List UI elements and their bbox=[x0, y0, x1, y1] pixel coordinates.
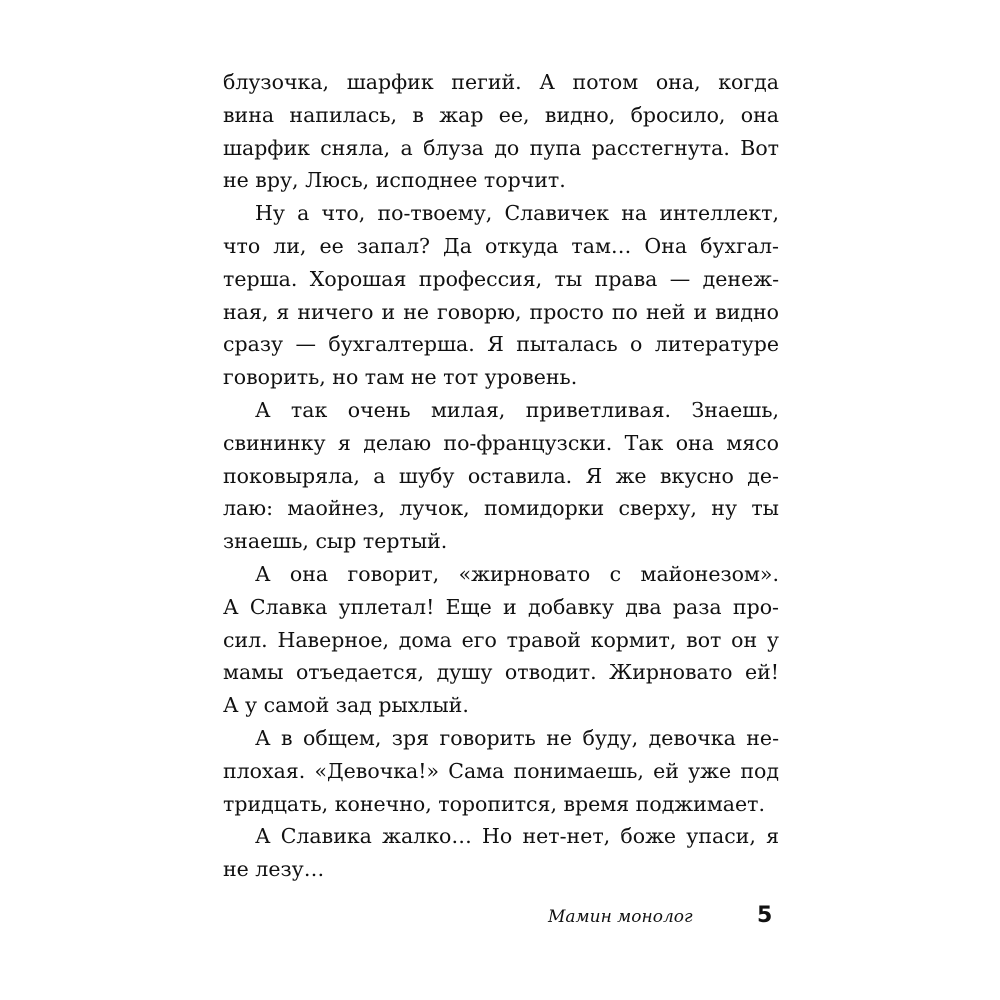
text-line: А Славка уплетал! Еще и добавку два раза про- bbox=[223, 594, 779, 619]
page-number: 5 bbox=[757, 903, 773, 928]
text-line: не вру, Люсь, исподнее торчит. bbox=[223, 168, 566, 193]
text-line: Ну а что, по-твоему, Славичек на интеллект, bbox=[255, 201, 779, 226]
text-line: шарфик сняла, а блуза до пупа расстегнута. Вот bbox=[223, 135, 779, 160]
text-line: плохая. «Девочка!» Сама понимаешь, ей уже под bbox=[223, 758, 779, 783]
text-line: тридцать, конечно, торопится, время поджимает. bbox=[223, 791, 765, 816]
text-line: свининку я делаю по-французски. Так она мясо bbox=[223, 430, 779, 455]
text-line: сразу — бухгалтерша. Я пыталась о литературе bbox=[223, 332, 779, 357]
text-line: знаешь, сыр тертый. bbox=[223, 529, 448, 554]
body-text bbox=[223, 66, 779, 886]
text-line: мамы отъедается, душу отводит. Жирновато ей! bbox=[223, 660, 779, 685]
text-line: лаю: маойнез, лучок, помидорки сверху, ну ты bbox=[223, 496, 779, 521]
text-line: А в общем, зря говорить не буду, девочка не- bbox=[255, 725, 779, 750]
text-line: что ли, ее запал? Да откуда там… Она бухгал- bbox=[223, 233, 779, 258]
text-line: А она говорит, «жирновато с майонезом». bbox=[255, 561, 779, 586]
text-line: блузочка, шарфик пегий. А потом она, когда bbox=[223, 70, 779, 94]
text-line: терша. Хорошая профессия, ты права — денеж- bbox=[223, 266, 779, 291]
text-line: ная, я ничего и не говорю, просто по ней и видно bbox=[223, 299, 779, 324]
text-line: сил. Наверное, дома его травой кормит, вот он у bbox=[223, 627, 779, 652]
text-line: говорить, но там не тот уровень. bbox=[223, 365, 578, 390]
text-line: А у самой зад рыхлый. bbox=[223, 693, 469, 718]
text-line: А Славика жалко… Но нет-нет, боже упаси, я bbox=[255, 824, 779, 849]
text-line: А так очень милая, приветливая. Знаешь, bbox=[255, 397, 779, 422]
text-line: не лезу… bbox=[223, 857, 325, 882]
running-footer-title: Мамин монолог bbox=[548, 907, 693, 927]
text-line: вина напилась, в жар ее, видно, бросило, она bbox=[223, 102, 779, 127]
text-line: поковыряла, а шубу оставила. Я же вкусно де- bbox=[223, 463, 779, 488]
